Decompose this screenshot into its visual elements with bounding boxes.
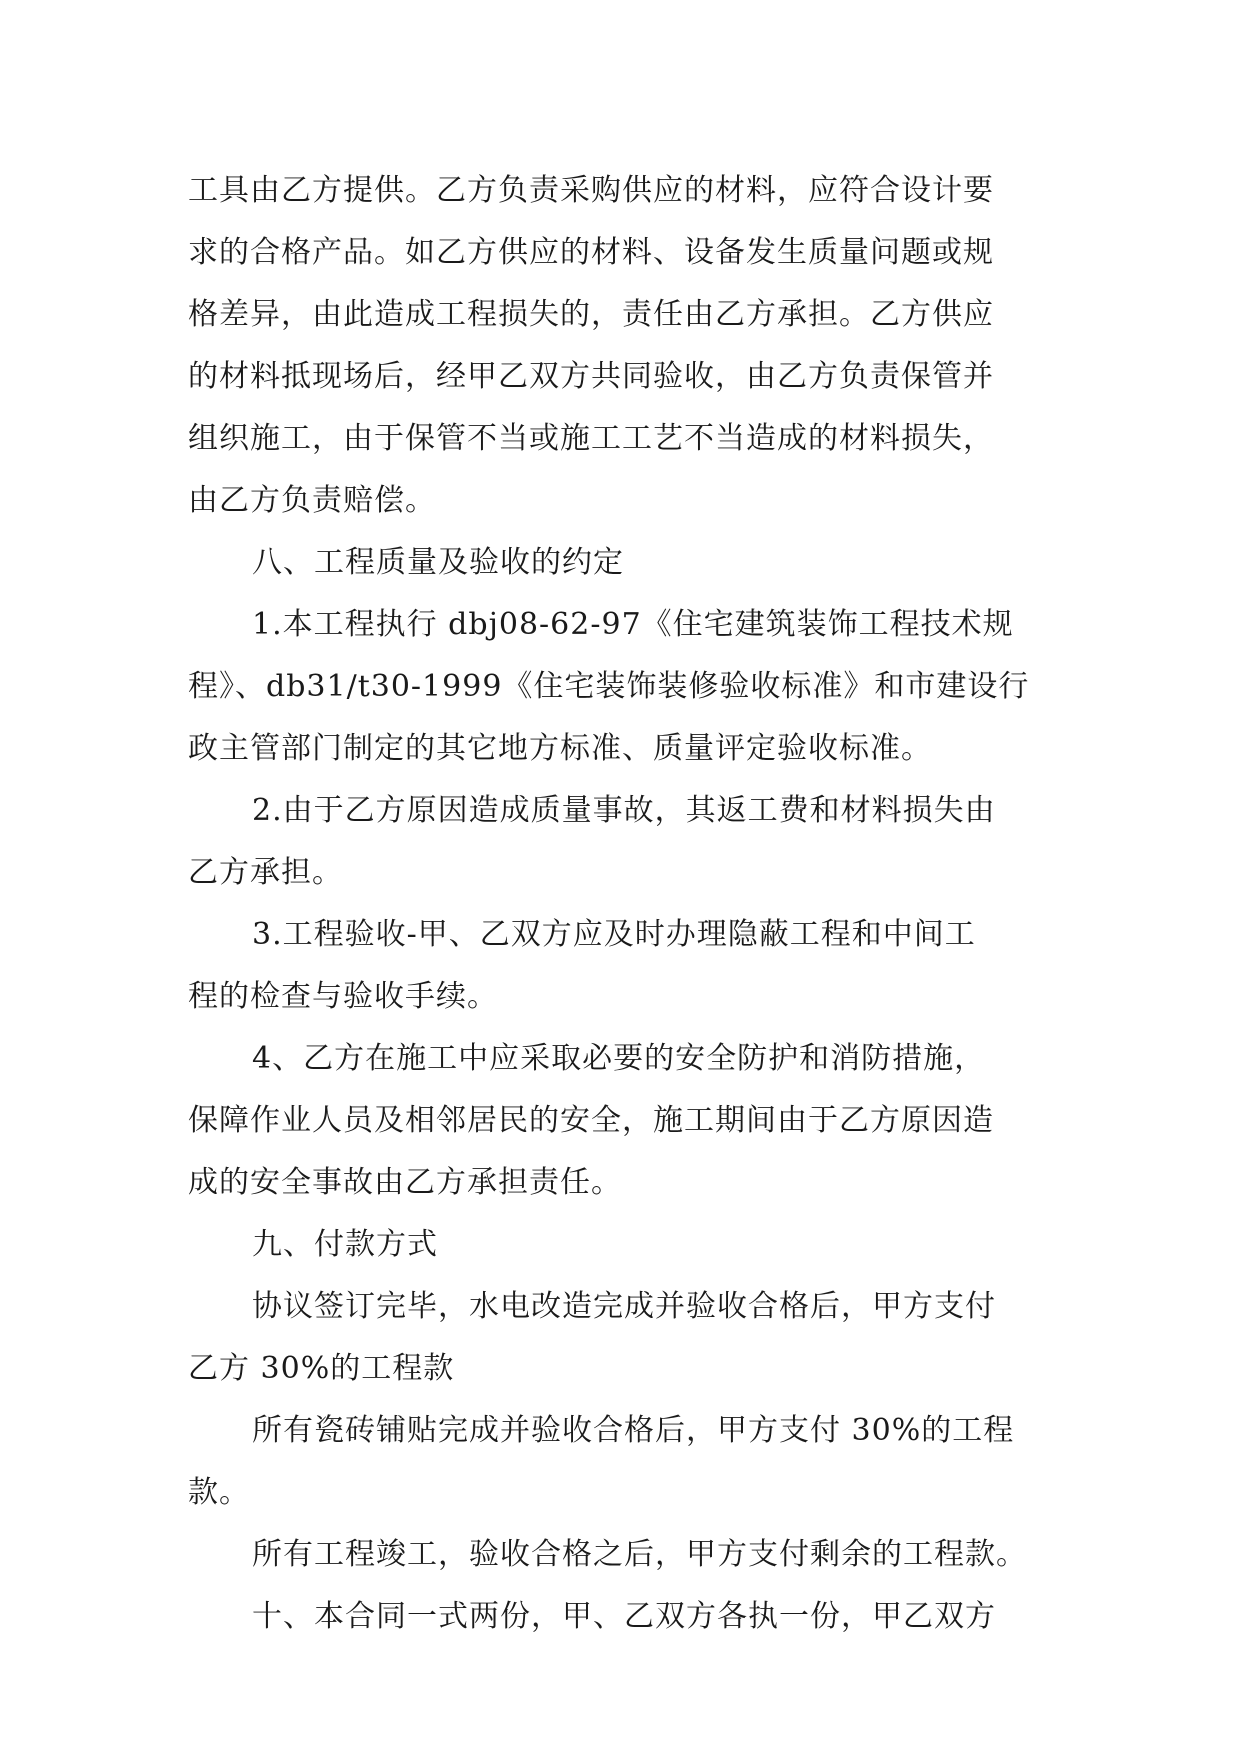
section-heading-9: 九、付款方式 <box>252 1227 438 1262</box>
body-line: 政主管部门制定的其它地方标准、质量评定验收标准。 <box>188 731 932 766</box>
body-line: 格差异，由此造成工程损失的，责任由乙方承担。乙方供应 <box>188 297 994 332</box>
payment-term-3: 所有工程竣工，验收合格之后，甲方支付剩余的工程款。 <box>252 1537 1027 1572</box>
body-line: 乙方 30%的工程款 <box>188 1351 455 1386</box>
section-heading-10: 十、本合同一式两份，甲、乙双方各执一份，甲乙双方 <box>252 1599 996 1634</box>
body-line: 程的检查与验收手续。 <box>188 979 498 1014</box>
clause-8-2: 2.由于乙方原因造成质量事故，其返工费和材料损失由 <box>252 793 996 828</box>
body-line: 程》、db31/t30-1999《住宅装饰装修验收标准》和市建设行 <box>188 669 1030 704</box>
clause-8-4: 4、乙方在施工中应采取必要的安全防护和消防措施， <box>252 1041 986 1076</box>
body-line: 工具由乙方提供。乙方负责采购供应的材料，应符合设计要 <box>188 173 994 208</box>
body-line: 由乙方负责赔偿。 <box>188 483 436 518</box>
payment-term-1: 协议签订完毕，水电改造完成并验收合格后，甲方支付 <box>252 1289 996 1324</box>
section-heading-8: 八、工程质量及验收的约定 <box>252 545 624 580</box>
body-line: 求的合格产品。如乙方供应的材料、设备发生质量问题或规 <box>188 235 994 270</box>
clause-8-1: 1.本工程执行 dbj08-62-97《住宅建筑装饰工程技术规 <box>252 607 1014 642</box>
payment-term-2: 所有瓷砖铺贴完成并验收合格后，甲方支付 30%的工程 <box>252 1413 1015 1448</box>
document-body <box>188 160 1068 1648</box>
body-line: 款。 <box>188 1475 250 1510</box>
body-line: 乙方承担。 <box>188 855 343 890</box>
body-line: 成的安全事故由乙方承担责任。 <box>188 1165 622 1200</box>
body-line: 保障作业人员及相邻居民的安全，施工期间由于乙方原因造 <box>188 1103 994 1138</box>
body-line: 的材料抵现场后，经甲乙双方共同验收，由乙方负责保管并 <box>188 359 994 394</box>
clause-8-3: 3.工程验收-甲、乙双方应及时办理隐蔽工程和中间工 <box>252 917 976 952</box>
body-line: 组织施工，由于保管不当或施工工艺不当造成的材料损失， <box>188 421 994 456</box>
